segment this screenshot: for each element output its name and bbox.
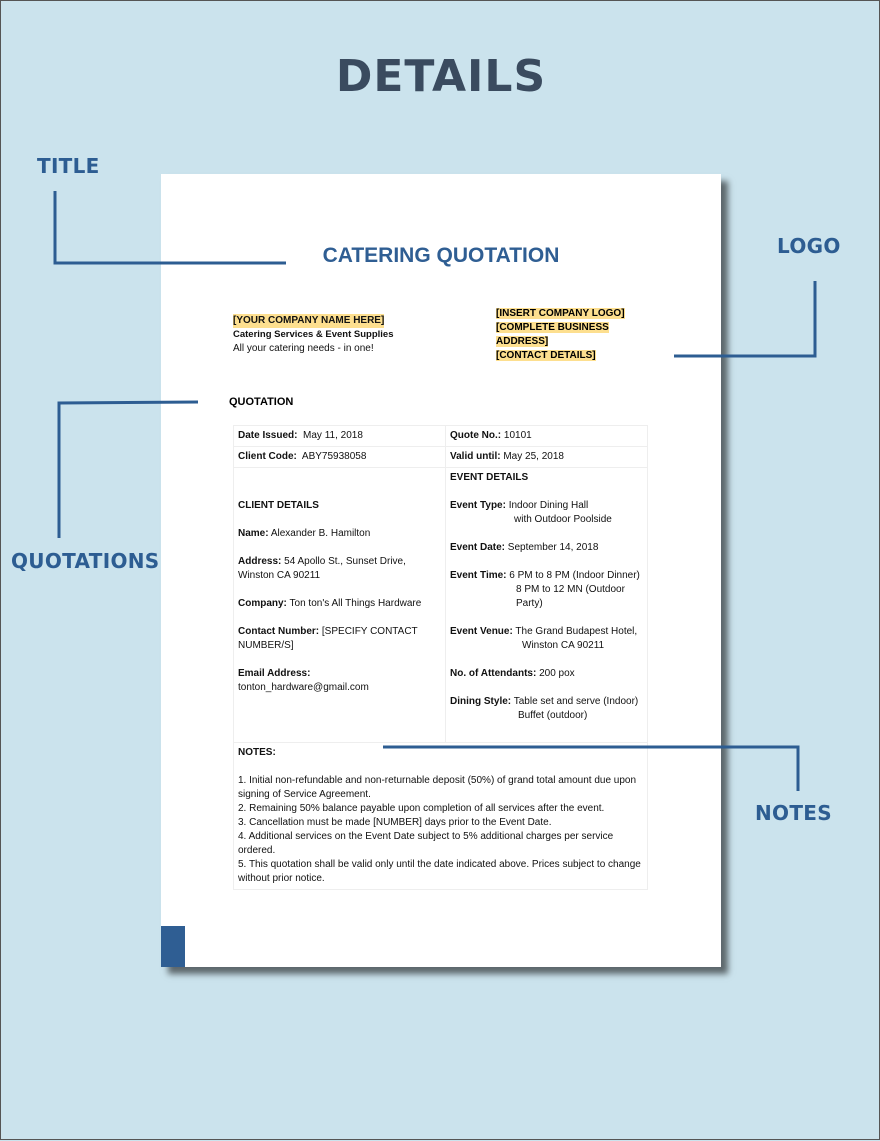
logo-placeholder-block <box>496 307 646 363</box>
attendants-label: No. of Attendants: <box>450 668 537 679</box>
client-company-value: Ton ton's All Things Hardware <box>289 598 422 609</box>
page-corner-accent <box>161 926 185 967</box>
date-issued-value: May 11, 2018 <box>303 430 363 441</box>
note-item: 5. This quotation shall be valid only until the date indicated above. Prices subject to change without prior notice. <box>238 859 641 884</box>
client-code-value: ABY75938058 <box>301 451 367 462</box>
event-date-label: Event Date: <box>450 542 506 553</box>
client-email-label: Email Address: <box>238 668 311 679</box>
quotation-table <box>233 425 648 890</box>
event-time-value-2: 8 PM to 12 MN (Outdoor Party) <box>516 584 625 609</box>
event-time-value: 6 PM to 8 PM (Indoor Dinner) <box>509 570 640 581</box>
event-details <box>446 468 648 743</box>
note-item: 1. Initial non-refundable and non-returnable deposit (50%) of grand total amount due upon signing of Service Agreement. <box>238 775 637 800</box>
company-block <box>233 314 394 356</box>
client-email-value: tonton_hardware@gmail.com <box>238 682 369 693</box>
event-date-value: September 14, 2018 <box>507 542 599 553</box>
dining-style-label: Dining Style: <box>450 696 512 707</box>
quote-no-value: 10101 <box>503 430 532 441</box>
infographic-heading: DETAILS <box>335 51 547 102</box>
document-title: CATERING QUOTATION <box>322 244 560 267</box>
client-code-label: Client Code: <box>238 451 297 462</box>
callout-title: TITLE <box>37 154 100 178</box>
client-name-value: Alexander B. Hamilton <box>270 528 371 539</box>
event-venue-value: The Grand Budapest Hotel, <box>515 626 638 637</box>
company-slogan: All your catering needs - in one! <box>233 343 374 354</box>
event-type-value-2: with Outdoor Poolside <box>514 514 612 525</box>
event-venue-label: Event Venue: <box>450 626 513 637</box>
client-details <box>234 468 446 743</box>
company-name: [YOUR COMPANY NAME HERE] <box>233 315 385 326</box>
event-time-label: Event Time: <box>450 570 507 581</box>
client-contact-label: Contact Number: <box>238 626 320 637</box>
note-item: 4. Additional services on the Event Date subject to 5% additional charges per service ordered. <box>238 831 614 856</box>
date-issued-label: Date Issued: <box>238 430 298 441</box>
dining-style-value: Table set and serve (Indoor) <box>513 696 639 707</box>
address-placeholder: [COMPLETE BUSINESS ADDRESS] <box>496 322 609 347</box>
dining-style-value-2: Buffet (outdoor) <box>518 710 588 721</box>
quote-no-label: Quote No.: <box>450 430 502 441</box>
client-address-label: Address: <box>238 556 282 567</box>
valid-until-value: May 25, 2018 <box>503 451 564 462</box>
client-contact-value: [SPECIFY CONTACT NUMBER/S] <box>238 626 418 651</box>
note-item: 3. Cancellation must be made [NUMBER] days prior to the Event Date. <box>238 817 552 828</box>
callout-logo: LOGO <box>777 234 841 258</box>
notes-section <box>234 743 648 890</box>
callout-quotations: QUOTATIONS <box>11 549 160 573</box>
quotation-label: QUOTATION <box>229 396 294 408</box>
notes-heading: NOTES: <box>238 747 276 758</box>
note-item: 2. Remaining 50% balance payable upon completion of all services after the event. <box>238 803 605 814</box>
event-venue-value-2: Winston CA 90211 <box>522 640 605 651</box>
document-page <box>161 174 721 967</box>
valid-until-label: Valid until: <box>450 451 501 462</box>
client-address-value: 54 Apollo St., Sunset Drive, Winston CA 90211 <box>238 556 406 581</box>
client-company-label: Company: <box>238 598 287 609</box>
event-details-heading: EVENT DETAILS <box>450 472 529 483</box>
logo-placeholder: [INSERT COMPANY LOGO] <box>496 308 625 319</box>
attendants-value: 200 pox <box>539 668 575 679</box>
contact-placeholder: [CONTACT DETAILS] <box>496 350 596 361</box>
client-details-heading: CLIENT DETAILS <box>238 500 319 511</box>
company-tagline: Catering Services & Event Supplies <box>233 329 394 340</box>
event-type-value: Indoor Dining Hall <box>508 500 589 511</box>
callout-notes: NOTES <box>755 801 832 825</box>
event-type-label: Event Type: <box>450 500 506 511</box>
client-name-label: Name: <box>238 528 269 539</box>
